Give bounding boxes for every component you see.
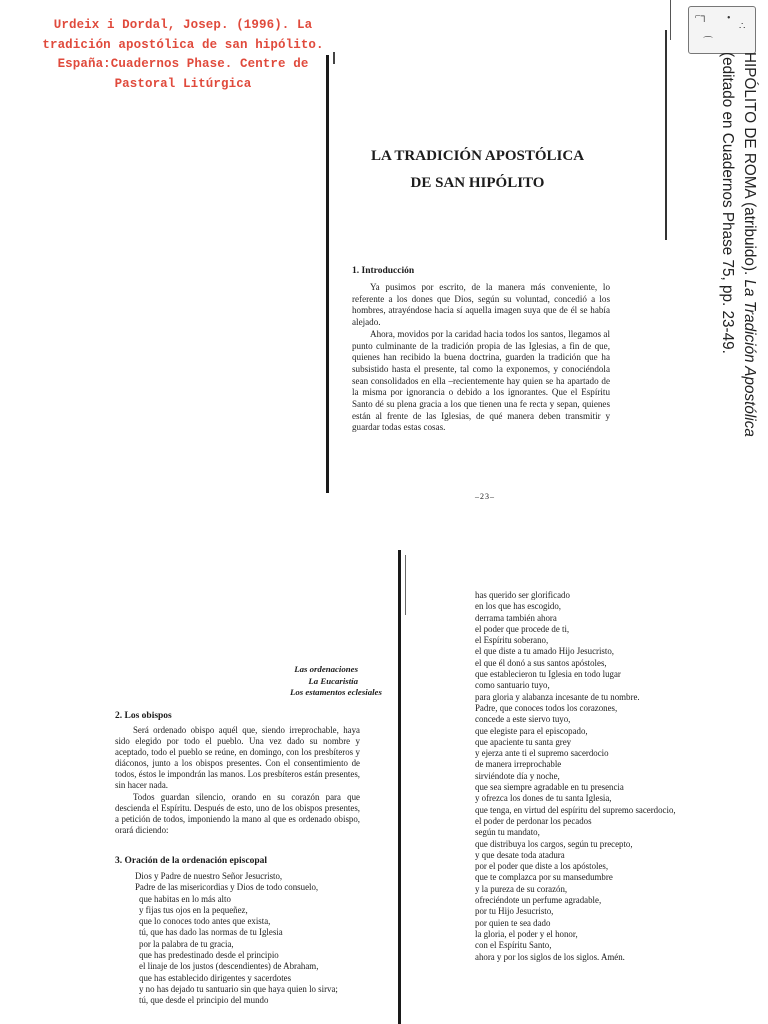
prayer-line: que habitas en lo más alto: [139, 893, 231, 904]
prayer-line: que establecieron tu Iglesia en todo lugar: [475, 669, 621, 680]
prayer-line: y no has dejado tu santuario sin que haya quien lo sirva;: [139, 983, 338, 994]
prayer-line: por quien te sea dado: [475, 917, 551, 928]
page-edge-line: [665, 30, 667, 240]
page-binding-edge: [333, 52, 335, 64]
prayer-line: como santuario tuyo,: [475, 680, 550, 691]
page-edge-line: [405, 555, 406, 615]
prayer-line: el poder de perdonar los pecados: [475, 815, 592, 826]
prayer-line: has querido ser glorificado: [475, 590, 570, 600]
side-reference-edition: (editado en Cuadernos Phase 75, pp. 23-49.: [719, 52, 736, 354]
prayer-line: que has predestinado desde el principio: [139, 950, 279, 961]
running-header: Las ordenaciones: [294, 664, 358, 674]
prayer-line: que te complazca por su mansedumbre: [475, 872, 613, 883]
running-headers: [290, 664, 382, 699]
prayer-line: con el Espíritu Santo,: [475, 940, 552, 951]
prayer-line: tú, que desde el principio del mundo: [139, 995, 269, 1006]
document-title: [345, 143, 610, 197]
prayer-line: Dios y Padre de nuestro Señor Jesucristo,: [135, 871, 283, 881]
prayer-line: por el poder que diste a los apóstoles,: [475, 861, 609, 872]
prayer-line: el que él donó a sus santos apóstoles,: [475, 657, 607, 668]
prayer-line: que elegiste para el episcopado,: [475, 725, 588, 736]
prayer-line: tú, que has dado las normas de tu Iglesia: [139, 927, 283, 938]
paragraph: Será ordenado obispo aquél que, siendo irreprochable, haya sido elegido por todo el pueblo. Una vez dado su nombre y aceptado, todo el pueblo se reúne, en domingo, con los presbíteros y diáconos, junto a los obispos presentes. Con el consentimiento de todos, éstos le impondrán las manos. Los presbíteros están presentes, sin hacer nada.: [115, 725, 361, 791]
page-number: –23–: [475, 492, 495, 501]
prayer-line: que tenga, en virtud del espíritu del supremo sacerdocio,: [475, 804, 676, 815]
citation-block: [0, 16, 366, 94]
prayer-line: según tu mandato,: [475, 827, 540, 838]
citation-line: Urdeix i Dordal, Josep. (1996). La: [53, 18, 313, 32]
page-binding-edge: [326, 55, 329, 493]
prayer-line: que has establecido dirigentes y sacerdotes: [139, 972, 292, 983]
running-header: La Eucaristía: [308, 675, 358, 686]
scan-artifact: ⌐┐ • ∴ ⌒: [688, 6, 756, 54]
page-edge-line: [670, 0, 671, 40]
prayer-column-left: [135, 871, 338, 1007]
prayer-line: Padre de las misericordias y Dios de todo consuelo,: [135, 882, 319, 893]
prayer-line: y que desate toda atadura: [475, 849, 565, 860]
prayer-line: ahora y por los siglos de los siglos. Amén.: [475, 951, 625, 962]
section-heading-obispos: 2. Los obispos: [115, 711, 172, 721]
prayer-line: de manera irreprochable: [475, 759, 562, 770]
prayer-line: que distribuya los cargos, según tu precepto,: [475, 838, 633, 849]
prayer-line: Padre, que conoces todos los corazones,: [475, 702, 618, 713]
prayer-line: ofreciéndote un perfume agradable,: [475, 895, 602, 906]
prayer-line: y la pureza de su corazón,: [475, 883, 568, 894]
running-header: Los estamentos eclesiales: [290, 687, 382, 697]
prayer-line: y ejerza ante ti el supremo sacerdocio: [475, 748, 609, 759]
citation-line: tradición apostólica de san hipólito.: [42, 37, 324, 52]
prayer-line: por tu Hijo Jesucristo,: [475, 906, 554, 917]
prayer-line: derrama también ahora: [475, 612, 557, 623]
introduction-text: [352, 282, 610, 434]
title-line: LA TRADICIÓN APOSTÓLICA: [370, 148, 585, 164]
paragraph: Todos guardan silencio, orando en su corazón para que descienda el Espíritu. Después de esto, uno de los obispos presentes, a petición de todos, imponiendo la mano al que es ordenado obispo, orará diciendo:: [115, 791, 360, 835]
page-binding-edge: [398, 550, 401, 1024]
prayer-line: para gloria y alabanza incesante de tu nombre.: [475, 691, 640, 702]
prayer-column-right: [475, 590, 676, 963]
prayer-line: la gloria, el poder y el honor,: [475, 928, 578, 939]
prayer-line: y fijas tus ojos en la pequeñez,: [139, 904, 248, 915]
side-reference-title: La Tradición Apostólica: [741, 279, 758, 437]
prayer-line: sirviéndote día y noche,: [475, 770, 560, 781]
title-line: DE SAN HIPÓLITO: [410, 175, 545, 191]
prayer-line: por la palabra de tu gracia,: [139, 938, 234, 949]
citation-line: Pastoral Litúrgica: [114, 76, 252, 91]
prayer-line: que apaciente tu santa grey: [475, 736, 572, 747]
prayer-line: que lo conoces todo antes que exista,: [139, 916, 271, 927]
prayer-line: el poder que procede de ti,: [475, 623, 570, 634]
prayer-line: el linaje de los justos (descendientes) de Abraham,: [139, 961, 319, 972]
prayer-line: concede a este siervo tuyo,: [475, 714, 571, 725]
citation-line: España:Cuadernos Phase. Centre de: [57, 57, 309, 71]
side-reference-author: HIPÓLITO DE ROMA (atribuido).: [741, 52, 758, 280]
prayer-line: el Espíritu soberano,: [475, 635, 549, 646]
prayer-line: que sea siempre agradable en tu presencia: [475, 782, 624, 793]
paragraph: Ya pusimos por escrito, de la manera más conveniente, lo referente a los dones que Dios, según su voluntad, concedió a los hombres, atrayéndose hacia sí aquella imagen suya que de él se había alejado.: [352, 282, 610, 328]
side-reference: [716, 52, 760, 437]
section-heading-introduccion: 1. Introducción: [352, 266, 415, 276]
prayer-line: en los que has escogido,: [475, 601, 562, 612]
prayer-line: y ofrezca los dones de tu santa Iglesia,: [475, 793, 612, 804]
section-heading-oracion: 3. Oración de la ordenación episcopal: [115, 856, 267, 866]
prayer-line: el que diste a tu amado Hijo Jesucristo,: [475, 646, 615, 657]
obispos-text: [115, 725, 360, 836]
paragraph: Ahora, movidos por la caridad hacia todos los santos, llegamos al punto culminante de la tradición propia de las Iglesias, a fin de que, quienes han recibido la buena doctrina, guarden la tradición que ha subsistido hasta el presente, tal como la exponemos, y conociéndola sean consolidados en ella –recientemente hay quien se ha apartado de la misma por ignorancia o debido a los ignorantes. Que el Espíritu Santo dé su plena gracia a los que tienen una fe recta y sepan, quienes están al frente de las Iglesias, de qué manera deben transmitir y guardar todas estas cosas.: [352, 328, 610, 433]
